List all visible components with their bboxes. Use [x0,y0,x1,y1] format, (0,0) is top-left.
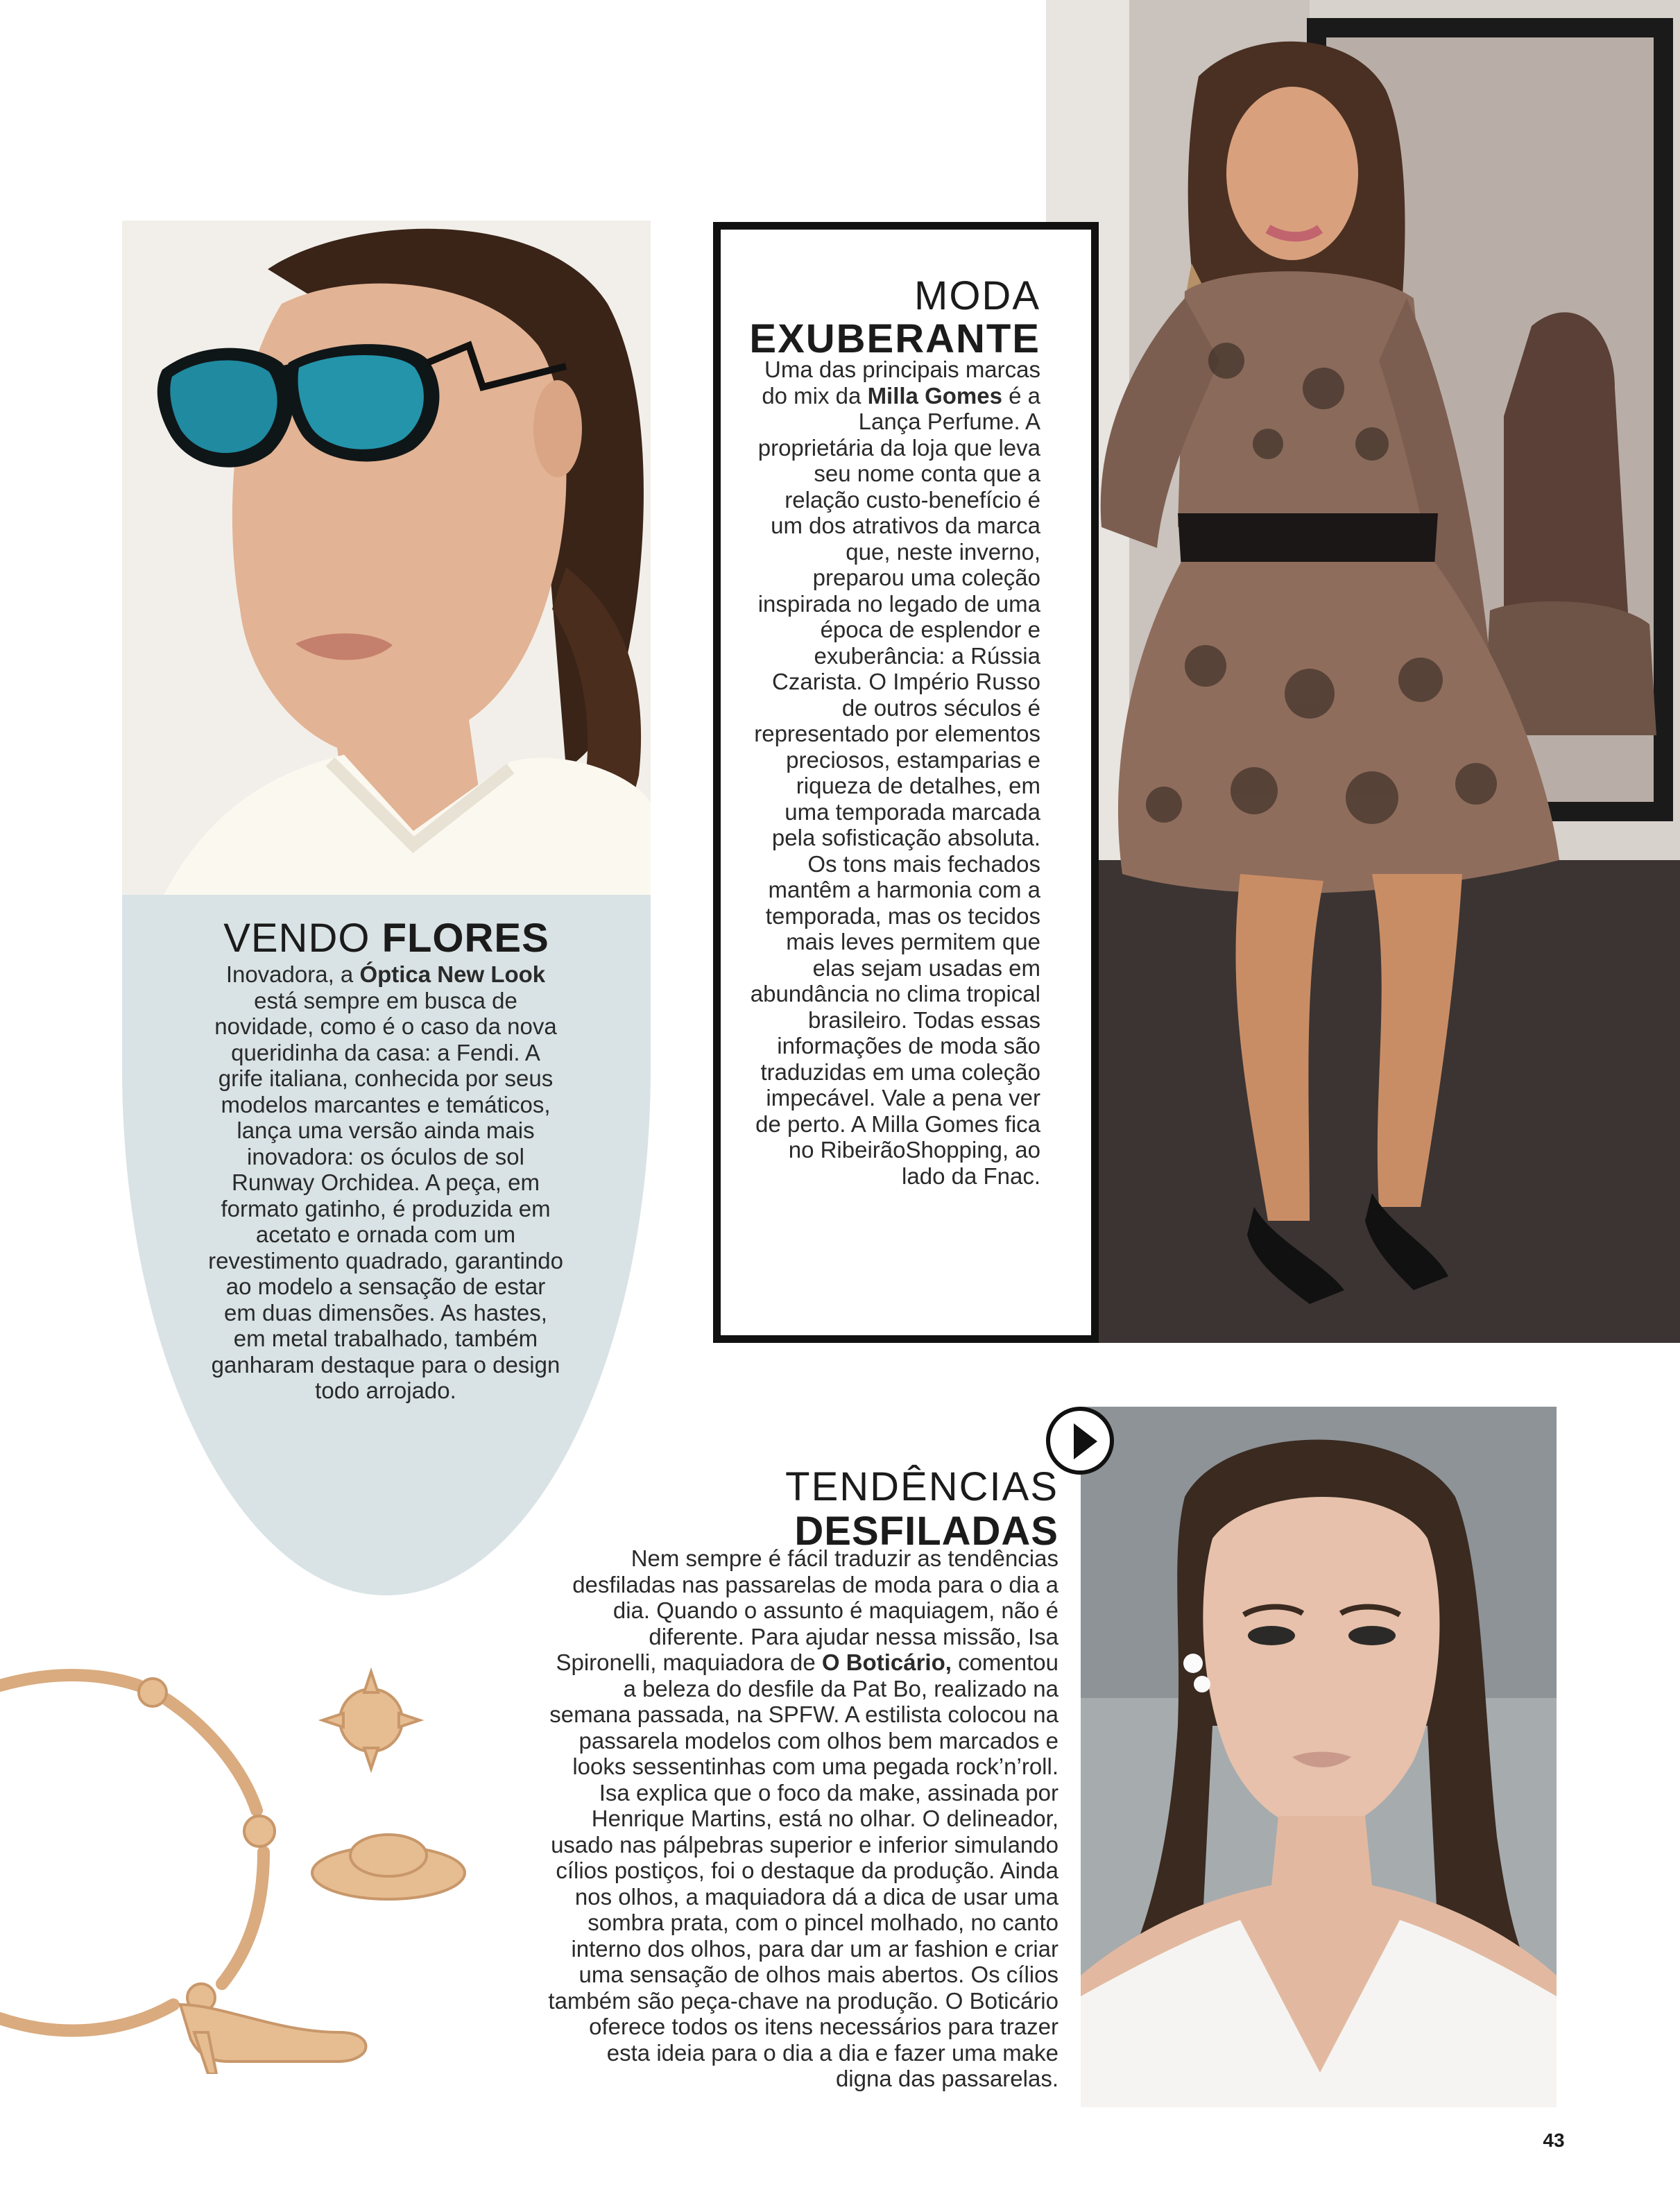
runway-model-photo [1081,1407,1557,2107]
bracelet-photo [0,1644,499,2074]
tendencias-headline-light: TENDÊNCIAS [785,1464,1058,1509]
dress-model-photo [1046,0,1680,1343]
flores-article-body [208,961,563,1404]
bold-text-run: Milla Gomes [867,382,1002,409]
moda-article-body [749,357,1040,1189]
flores-headline-bold: FLORES [382,916,549,961]
tendencias-article-body [548,1545,1058,2092]
text-run: Uma das principais marcas do mix da [762,357,1040,409]
tendencias-headline [728,1465,1058,1554]
moda-headline-light: MODA [914,273,1040,318]
text-run: comentou a beleza do desfile da Pat Bo, realizado na semana passada, na SPFW. A estilista colocou na passarela modelos com olhos bem marcados e looks sessentinhas com uma pegada rock’n’roll. Isa explica que o foco da make, assinada por Henrique Martins, está no olhar. O delineador, usado nas pálpebras superior e inferior simulando cílios postiços, foi o destaque da produção. Ainda nos olhos, a maquiadora dá a dica de usar uma sombra prata, com o pincel molhado, no canto interno dos olhos, para dar um ar fashion e criar uma sensação de olhos mais abertos. Os cílios também são peça-chave na produção. O Boticário oferece todos os itens necessários para trazer esta ideia para o dia a dia e fazer uma make digna das passarelas. [548,1649,1058,2091]
text-run: está sempre em busca de novidade, como é o caso da nova queridinha da casa: a Fendi. A grife italiana, conhecida por seus modelos marcantes e temáticos, lança uma versão ainda mais inovadora: os óculos de sol Runway Orchidea. A peça, em formato gatinho, é produzida em acetato e ornada com um revestimento quadrado, garantindo ao modelo a sensação de estar em duas dimensões. As hastes, em metal trabalhado, também ganharam destaque para o design todo arrojado. [208,987,563,1403]
flores-headline [122,914,651,963]
play-icon [1074,1423,1097,1459]
bold-text-run: Óptica New Look [359,961,546,987]
text-run: Nem sempre é fácil traduzir as tendências desfiladas nas passarelas de moda para o dia a dia. Quando o assunto é maquiagem, não é diferente. Para ajudar nessa missão, Isa Spironelli, maquiadora de [556,1545,1058,1675]
bold-text-run: O Boticário, [821,1649,952,1675]
sunglasses-model-photo [122,221,651,895]
tendencias-headline-bold: DESFILADAS [794,1509,1058,1554]
moda-headline [735,275,1040,361]
flores-headline-light: VENDO [223,916,370,961]
text-run: Inovadora, a [225,961,360,987]
text-run: é a Lança Perfume. A proprietária da loja que leva seu nome conta que a relação custo-benefício é um dos atrativos da marca que, neste inverno, preparou uma coleção inspirada no legado de uma época de esplendor e exuberância: a Rússia Czarista. O Império Russo de outros séculos é representado por elementos preciosos, estamparias e riqueza de detalhes, em uma temporada marcada pela sofisticação absoluta. Os tons mais fechados mantêm a harmonia com a temporada, mas os tecidos mais leves permitem que elas sejam usadas em abundância no clima tropical brasileiro. Todas essas informações de moda são traduzidas em uma coleção impecável. Vale a pena ver de perto. A Milla Gomes fica no RibeirãoShopping, ao lado da Fnac. [750,382,1040,1189]
moda-headline-bold: EXUBERANTE [749,316,1040,361]
page-number: 43 [1543,2129,1565,2151]
